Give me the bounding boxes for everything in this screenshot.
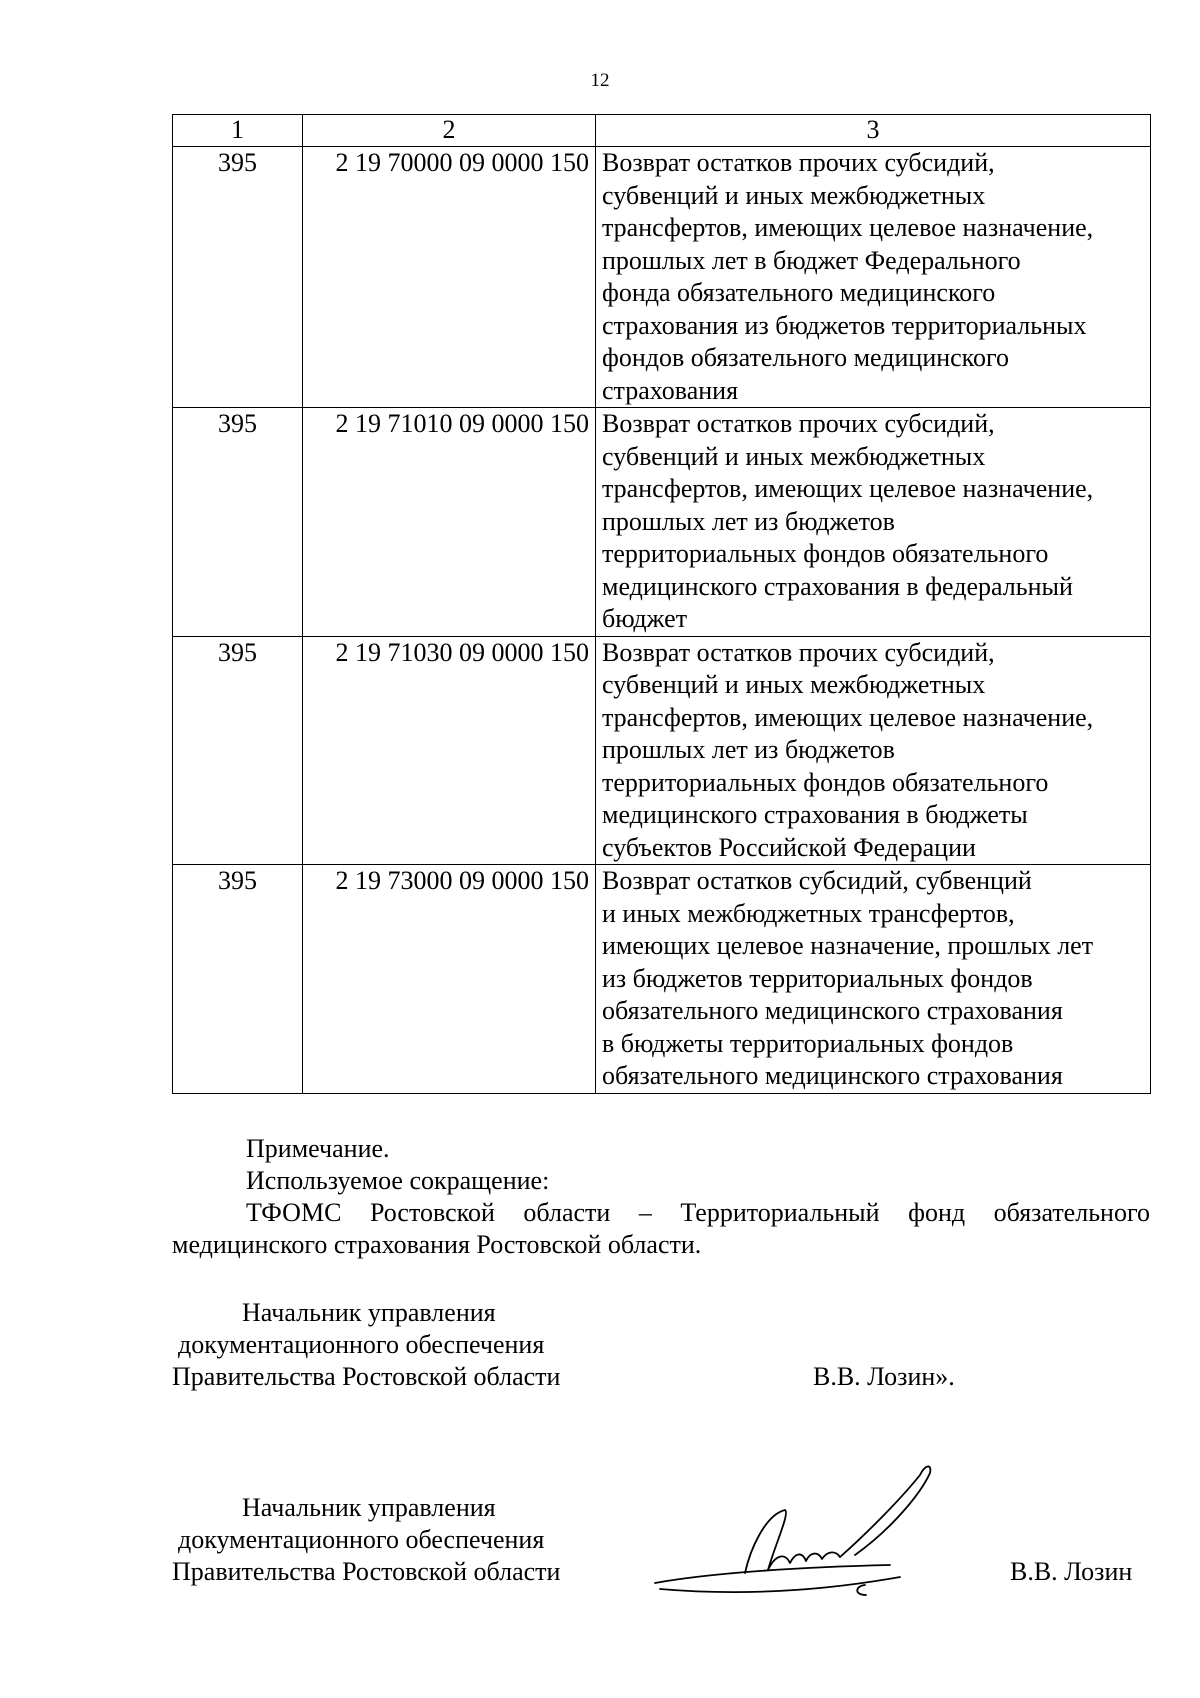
income-name-line: медицинского страхования в бюджеты xyxy=(602,800,1028,829)
table-header-row xyxy=(173,115,1151,147)
signatory-name-1: В.В. Лозин». xyxy=(813,1362,955,1391)
position-line: Начальник управления xyxy=(242,1493,496,1522)
admin-code-cell: 395 xyxy=(173,636,303,865)
income-name-line: территориальных фондов обязательного xyxy=(602,539,1049,568)
admin-code-cell: 395 xyxy=(173,408,303,637)
income-name-cell xyxy=(596,865,1151,1094)
income-name-line: имеющих целевое назначение, прошлых лет xyxy=(602,931,1094,960)
income-name-line: фонда обязательного медицинского xyxy=(602,278,996,307)
budget-code-cell: 2 19 73000 09 0000 150 xyxy=(303,865,596,1094)
table-row xyxy=(173,865,1151,1094)
income-name-line: из бюджетов территориальных фондов xyxy=(602,963,1033,993)
income-name-line: фондов обязательного медицинского xyxy=(602,343,1010,372)
budget-codes-table xyxy=(172,114,1151,1094)
income-name-cell xyxy=(596,636,1151,865)
note-section xyxy=(172,1133,1150,1261)
abbreviation-heading: Используемое сокращение: xyxy=(246,1166,550,1195)
income-name-line: субъектов Российской Федерации xyxy=(602,832,976,862)
income-name-line: трансфертов, имеющих целевое назначение, xyxy=(602,474,1094,503)
income-name-line: прошлых лет в бюджет Федерального xyxy=(602,245,1021,275)
position-line: Правительства Ростовской области xyxy=(172,1362,561,1391)
budget-code-cell: 2 19 71030 09 0000 150 xyxy=(303,636,596,865)
position-line: документационного обеспечения xyxy=(178,1525,545,1554)
income-name-line: в бюджеты территориальных фондов xyxy=(602,1028,1014,1058)
page-number: 12 xyxy=(590,70,610,91)
income-name-line: Возврат остатков прочих субсидий, xyxy=(602,637,995,667)
income-name-line: страхования из бюджетов территориальных xyxy=(602,310,1087,340)
abbreviation-text-line-2: медицинского страхования Ростовской области. xyxy=(172,1230,702,1259)
note-title: Примечание. xyxy=(246,1134,390,1163)
signatory-name-2: В.В. Лозин xyxy=(1010,1557,1133,1586)
column-header-3: 3 xyxy=(596,115,1151,147)
income-name-cell xyxy=(596,408,1151,637)
income-name-line: бюджет xyxy=(602,604,688,633)
position-line: Правительства Ростовской области xyxy=(172,1557,561,1586)
income-name-line: обязательного медицинского страхования xyxy=(602,1061,1063,1090)
admin-code-cell: 395 xyxy=(173,865,303,1094)
column-header-2: 2 xyxy=(303,115,596,147)
income-name-line: обязательного медицинского страхования xyxy=(602,996,1063,1025)
income-name-line: трансфертов, имеющих целевое назначение, xyxy=(602,213,1094,242)
budget-code-cell: 2 19 71010 09 0000 150 xyxy=(303,408,596,637)
income-name-line: Возврат остатков субсидий, субвенций xyxy=(602,866,1032,895)
income-name-line: прошлых лет из бюджетов xyxy=(602,735,895,764)
handwritten-signature xyxy=(650,1455,980,1605)
income-name-line: трансфертов, имеющих целевое назначение, xyxy=(602,702,1094,732)
signatory-position-1 xyxy=(172,1297,560,1393)
table-row xyxy=(173,147,1151,408)
income-name-line: и иных межбюджетных трансфертов, xyxy=(602,898,1015,928)
table-row xyxy=(173,408,1151,637)
position-line: Начальник управления xyxy=(242,1298,496,1327)
income-name-line: субвенций и иных межбюджетных xyxy=(602,670,986,699)
income-name-line: медицинского страхования в федеральный xyxy=(602,571,1073,601)
income-name-line: прошлых лет из бюджетов xyxy=(602,506,895,536)
income-name-line: субвенций и иных межбюджетных xyxy=(602,180,986,210)
column-header-1: 1 xyxy=(173,115,303,147)
budget-code-cell: 2 19 70000 09 0000 150 xyxy=(303,147,596,408)
income-name-cell xyxy=(596,147,1151,408)
income-name-line: субвенций и иных межбюджетных xyxy=(602,441,986,471)
income-name-line: Возврат остатков прочих субсидий, xyxy=(602,148,995,177)
abbreviation-text-line-1: ТФОМС Ростовской области – Территориальный фонд обязательного xyxy=(246,1198,1150,1227)
signatory-position-2 xyxy=(172,1492,560,1588)
admin-code-cell: 395 xyxy=(173,147,303,408)
income-name-line: страхования xyxy=(602,375,739,405)
table-row xyxy=(173,636,1151,865)
income-name-line: территориальных фондов обязательного xyxy=(602,767,1049,797)
position-line: документационного обеспечения xyxy=(178,1330,545,1359)
income-name-line: Возврат остатков прочих субсидий, xyxy=(602,409,995,438)
